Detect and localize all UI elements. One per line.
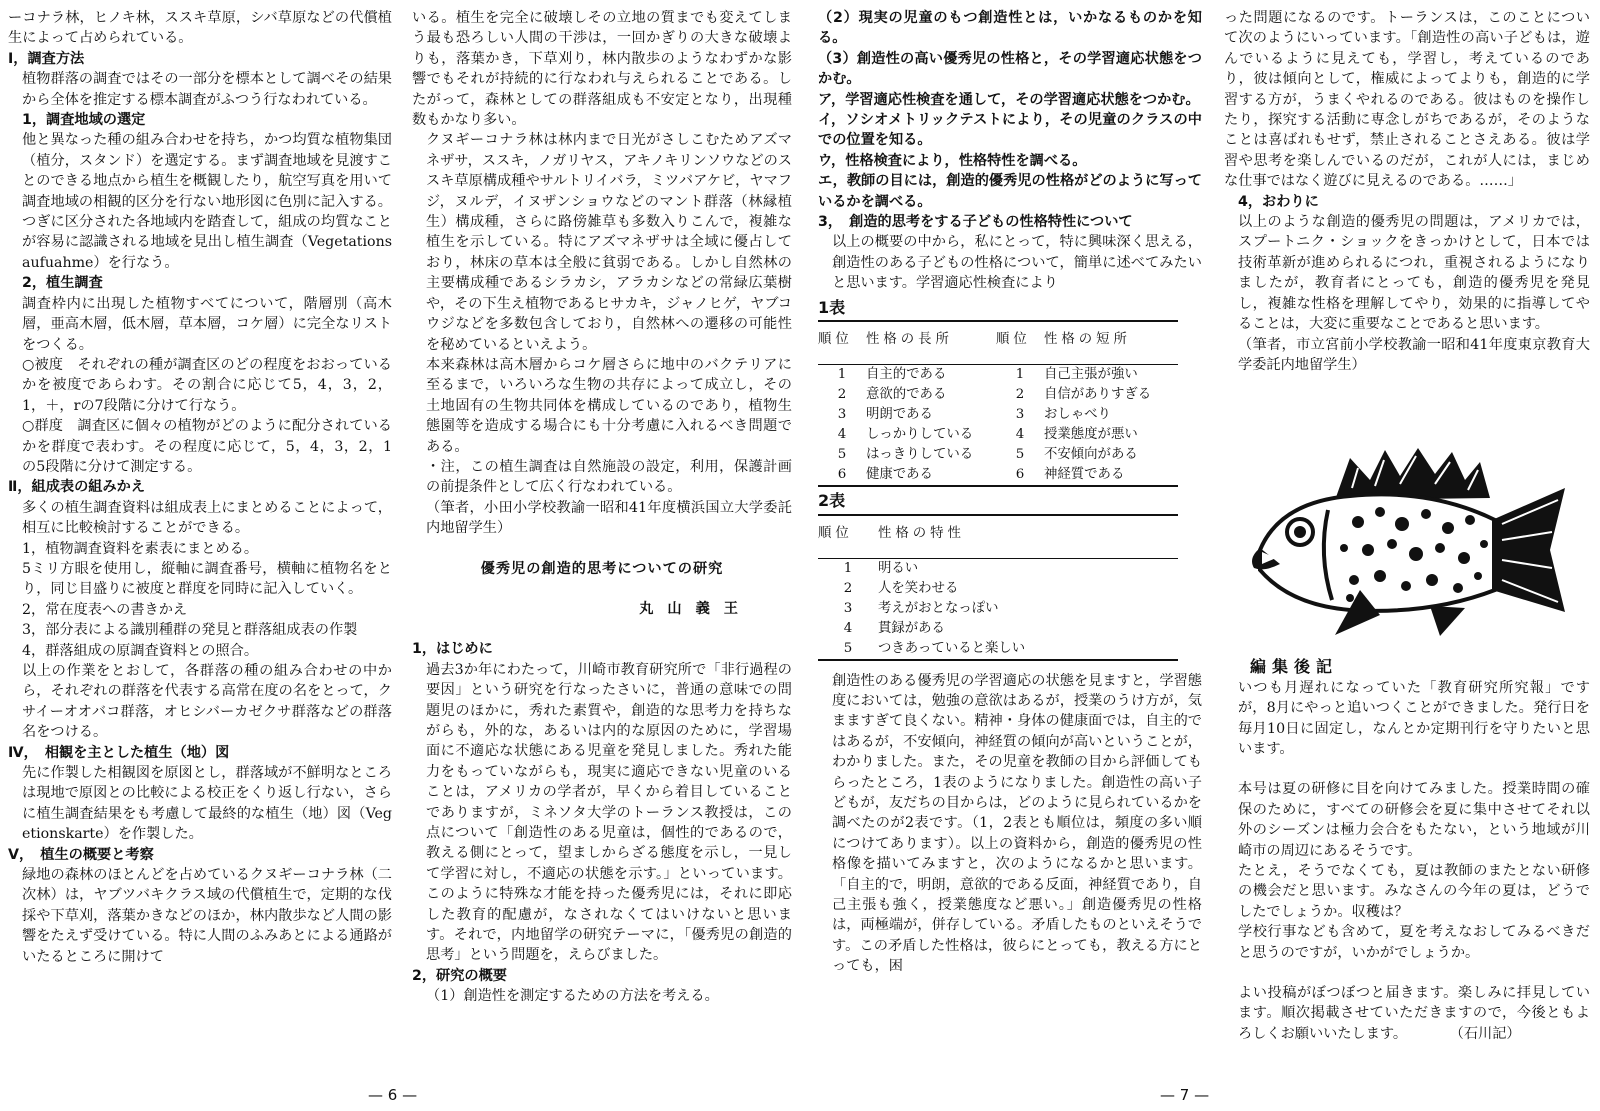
page-number-left: — 6 — [368,1086,418,1104]
column-2 [412,8,792,1007]
table-row [818,425,1178,445]
table-row [818,579,1178,599]
table-row [818,558,1178,579]
table-cell: つきあっていると楽しい [878,640,1026,656]
table-header: 順位 [818,525,853,541]
table-cell: はっきりしている [866,447,974,463]
table-cell: 考えがおとなっぽい [878,600,999,616]
table-cell: 自主的である [866,367,947,383]
editor-notes-title: 編集後記 [1250,657,1339,677]
column-3 [818,8,1202,977]
table-header: 性格の短所 [1044,332,1131,348]
paragraph: よい投稿がぼつぼつと届きます。楽しみに拝見しています。順次掲載させていただきますので，今後ともよろしくお願いいたします。 （石川記） [1238,985,1590,1042]
table-cell: 自信がありすぎる [1044,387,1152,403]
subsection-heading: 2，植生調査 [22,275,103,292]
table-2 [818,514,1178,661]
table-cell: 3 [843,600,853,616]
list-item: ア，学習適応性検査を通して，その学習適応状態をつかむ。 [818,91,1200,108]
table-cell: 4 [1015,427,1025,443]
list-item: イ，ソシオメトリックテストにより，その児童のクラスの中での位置を知る。 [818,112,1202,149]
table-cell: おしゃべり [1044,407,1111,423]
list-item: ウ，性格検査により，性格特性を調べる。 [818,152,1087,169]
table-cell: 人を笑わせる [878,580,959,596]
paragraph: 調査枠内に出現した植物すべてについて，階層別（高木層，亜高木層，低木層，草本層，コケ層）に完全なリストをつくる。 [22,295,392,353]
table-cell: 1 [1015,367,1025,383]
table-2-label: 2表 [818,491,846,511]
table-header: 順位 [996,332,1031,348]
table-cell: 5 [1015,447,1025,463]
paragraph: 先に作製した相観図を原図とし，群落域が不鮮明なところは現地で原図との比較による校正をくり返し行ない，さらに植生調査結果をも考慮して最終的な植生（地）図（Vegetionskarte）を作製した。 [22,765,392,843]
table-cell: 2 [1015,387,1025,403]
table-row [818,619,1178,639]
paragraph: いつも月遅れになっていた「教育研究所究報」ですが，8月にやっと追いつくことができました。発行日を毎月10日に固定し，なんとか定期刊行を守りたいと思います。 [1238,679,1590,757]
table-cell: 授業態度が悪い [1044,427,1138,443]
list-item: （2）現実の児童のもつ創造性とは，いかなるものかを知る。 [818,10,1202,47]
table-cell: 不安傾向がある [1044,447,1138,463]
table-cell: 3 [837,407,847,423]
table-cell: 5 [843,640,853,656]
paragraph: ○被度 それぞれの種が調査区のどの程度をおおっているかを被度であらわす。その割合に応じて5，4，3，2，1，＋，rの7段階に分けて行なう。 [22,356,392,414]
table-cell: 自己主張が強い [1044,367,1138,383]
table-row [818,405,1178,425]
table-row [818,385,1178,405]
table-1-label: 1表 [818,297,846,317]
paragraph: ○群度 調査区に個々の植物がどのように配分されているかを群度で表わす。その程度に応じて，5，4，3，2，1の5段階に分けて測定する。 [22,418,392,475]
article-author: 丸山義王 [639,600,752,617]
table-header: 性格の特性 [878,525,965,541]
paragraph: 本来森林は高木層からコケ層さらに地中のバクテリアに至るまで，いろいろな生物の共存によって成立し，その土地固有の生物共同体を構成しているのであり，植物生態園等を造成する場合にも十分考慮に入れるべき問題である。 [426,356,792,455]
paragraph: クヌギーコナラ林は林内まで日光がさしこむためアズマネザサ，ススキ，ノガリヤス，アキノキリンソウなどのススキ草原構成種やサルトリイバラ，ミツバアケビ，ヤマフジ，ヌルデ，イヌザンショウなどのマント群落（林縁植生）構成種，さらに路傍雑草も多数入りこんで，複雑な植生を示している。特にアズマネザサは全域に優占しており，林床の草本は全般に貧弱である。しかし自然林の主要構成種であるシラカシ，アラカシなどの常緑広葉樹や，その下生え植物であるヒサカキ，ジャノヒゲ，ヤブコウジなどを多数包含しており，自然林への遷移の可能性を秘めているといえよう。 [426,132,792,353]
section-heading: 3， 創造的思考をする子どもの性格特性について [818,214,1133,231]
table-cell: 明朗である [866,407,933,423]
table-cell: 6 [1015,467,1025,483]
table-header-row [818,321,1178,365]
paragraph: 緑地の森林のほとんどを占めているクヌギーコナラ林（二次林）は，ヤブツバキクラス域の代償植生で，定期的な伐採や下草刈，落葉かきなどのほか，林内散歩など人間の影響をたえず受けている。特に人間のふみあとによる通路がいたるところに開けて [22,867,392,965]
table-cell: 1 [843,560,853,576]
section-heading: Ⅱ，組成表の組みかえ [8,479,146,496]
table-row [818,365,1178,386]
table-row [818,465,1178,486]
list-item: （1）創造性を測定するための方法を考える。 [426,988,719,1005]
column-1 [8,8,392,967]
paragraph: った問題になるのです。トーランスは，このことについて次のようにいっています。「創造性の高い子どもは，遊んでいるように見えても，学習し，考えているのであり，彼は傾向として，権威によってよりも，創造的に学習する方が，うまくやれるのである。彼はものを操作したり，探究する活動に専念しがちであるが，そのようなことは喜ばれもせず，禁止されることさえある。彼は学習や思考を楽しんでいるのだが，これが人には，まじめな仕事ではなく遊びに見えるのである。……」 [1224,10,1590,190]
table-cell: 明るい [878,560,919,576]
section-heading: 1，はじめに [412,641,493,658]
list-item: 1，植物調査資料を素表にまとめる。 [22,540,259,557]
table-cell: 3 [1015,407,1025,423]
paragraph: 学校行事なども含めて，夏を考えなおしてみるべきだと思うのですが，いかがでしょうか。 [1238,924,1590,961]
paragraph: たとえ，そうでなくても，夏は教師のまたとない研修の機会だと思います。みなさんの今年の夏は，どうでしたでしょうか。収穫は？ [1238,862,1590,920]
paragraph: 創造性のある優秀児の学習適応の状態を見ますと，学習態度においては，勉強の意欲はあるが，授業のうけ方が，気まますぎて良くない。精神・身体の健康面では，自主的ではあるが，不安傾向，神経質の傾向が高いということが，わかりました。また，その児童を教師の目から評価してもらったところ，1表のようになりました。創造性の高い子どもが，友だちの目からは，どのように見られているかを調べたのが2表です。（1，2表とも順位は，頻度の多い順につけてあります）。以上の資料から，創造的優秀児の性格像を描いてみますと，次のようになるかと思います。「自主的で，明朗，意欲的である反面，神経質であり，自己主張も強く，授業態度など悪い。」創造優秀児の性格は，両極端が，併存している。矛盾したものといえそうです。この矛盾した性格は，彼らにとっても，教える方にとっても，困 [832,672,1202,975]
table-1 [818,320,1178,487]
paragraph: 以上のような創造的優秀児の問題は，アメリカでは，スプートニク・ショックをきっかけとして，日本では技術革新が進められるにつれ，重視されるようになりましたが，教育者にとっても，創造的優秀児を発見し，複雑な性格を理解してやり，効果的に指導してやることは，大変に重要なことであると思います。 [1238,214,1590,333]
table-cell: 2 [837,387,847,403]
table-header: 順位 [818,332,853,348]
table-cell: 2 [843,580,853,596]
list-item: エ，教師の目には，創造的優秀児の性格がどのように写っているかを調べる。 [818,173,1202,210]
table-cell: 6 [837,467,847,483]
list-item: 4，群落組成の原調査資料との照合。 [22,642,259,659]
table-row [818,445,1178,465]
author-note: （筆者，市立宮前小学校教諭一昭和41年度東京教育大学委託内地留学生） [1238,336,1590,373]
section-heading: Ⅰ，調査方法 [8,50,85,67]
list-item: （3）創造性の高い優秀児の性格と，その学習適応状態をつかむ。 [818,50,1202,88]
section-heading: Ⅴ， 植生の概要と考察 [8,846,154,863]
paragraph: 過去3か年にわたって，川崎市教育研究所で「非行過程の要因」という研究を行なったさいに，普通の意味での問題児のほかに，秀れた素質や，創造的な思考力を持ちながらも，外的な，あるいは内的な原因のために，学習場面に不適応な状態にある児童を発見しました。秀れた能力をもっていながらも，現実に適応できない児童のいることは，アメリカの学者が，早くから着目していることでありますが，ミネソタ大学のトーランス教授は，この点について「創造性のある児童は，個性的であるので，教える側にとって，望ましからざる態度を示し，一見して学習に対し，不適応の状態を示す。」といっています。このように特殊な才能を持った優秀児には，それに即応した教育的配慮が，なされなくてはいけないと思います。それで，内地留学の研究テーマに，「優秀児の創造的思考」という問題を，えらびました。 [426,661,792,964]
paragraph: 植物群落の調査ではその一部分を標本として調べその結果から全体を推定する標本調査がふつう行なわれている。 [22,71,392,108]
table-cell: 意欲的である [866,387,947,403]
table-row [818,599,1178,619]
paragraph: 多くの植生調査資料は組成表上にまとめることによって，相互に比較検討することができる。 [22,499,392,537]
section-heading: 2，研究の概要 [412,967,507,984]
article-title: 優秀児の創造的思考についての研究 [480,560,724,577]
page-number-right: — 7 — [1160,1086,1210,1104]
note: ・注，この植生調査は自然施設の設定，利用，保護計画の前提条件として広く行なわれている。 [426,458,792,496]
fish-illustration-icon [1240,440,1570,640]
section-heading: Ⅳ， 相観を主とした植生（地）図 [8,744,230,761]
table-cell: 4 [837,427,847,443]
section-heading: 4，おわりに [1238,193,1319,210]
subsection-heading: 1，調査地域の選定 [22,112,146,129]
table-cell: 1 [837,367,847,383]
author-note: （筆者，小田小学校教諭一昭和41年度横浜国立大学委託内地留学生） [426,499,792,537]
paragraph: 本号は夏の研修に目を向けてみました。授業時間の確保のために，すべての研修会を夏に集中させてそれ以外のシーズンは極力会合をもたない，という地域が川崎市の周辺にあるそうです。 [1238,781,1590,859]
table-header-row [818,515,1178,559]
paragraph: 以上の概要の中から，私にとって，特に興味深く思える，創造性のある子どもの性格について，簡単に述べてみたいと思います。学習適応性検査により [832,234,1202,292]
table-cell: しっかりしている [866,427,974,443]
table-cell: 4 [843,620,853,636]
paragraph: 他と異なった種の組み合わせを持ち，かつ均質な植物集団（植分，スタンド）を選定する。まず調査地域を見渡すことのできる地点から植生を概観したり，航空写真を用いて調査地域の相観的区分を行ない地形図に色別に記入する。つぎに区分された各地域内を踏査して，組成の均質なことが容易に認識される地域を見出し植生調査（Vegetationsaufuahme）を行なう。 [22,132,392,271]
paragraph: 以上の作業をとおして，各群落の種の組み合わせの中から，それぞれの群落を代表する高常在度の名をとって，クサイーオオバコ群落，オヒシバーカゼクサ群落などの群落名をつける。 [22,663,392,741]
list-item: 2，常在度表への書きかえ [22,601,188,618]
paragraph: いる。植生を完全に破壊しその立地の質までも変えてしまう最も恐ろしい人間の干渉は，一回かぎりの大きな破壊よりも，落葉かき，下草刈り，林内散歩のようなわずかな影響でもそれが持続的に行なわれ与えられることである。したがって，森林としての群落組成も不安定となり，出現種数もかなり多い。 [412,10,792,129]
table-header: 性格の長所 [866,332,953,348]
table-cell: 5 [837,447,847,463]
paragraph: 5ミリ方眼を使用し，縦軸に調査番号，横軸に植物名をとり，同じ目盛りに被度と群度を同時に記入していく。 [22,560,392,598]
table-cell: 神経質である [1044,467,1125,483]
table-cell: 健康である [866,467,933,483]
table-cell: 貫録がある [878,620,945,636]
table-row [818,639,1178,660]
list-item: 3，部分表による識別種群の発見と群落組成表の作製 [22,622,358,639]
paragraph: ーコナラ林，ヒノキ林，ススキ草原，シバ草原などの代償植生によって占められている。 [8,10,392,47]
